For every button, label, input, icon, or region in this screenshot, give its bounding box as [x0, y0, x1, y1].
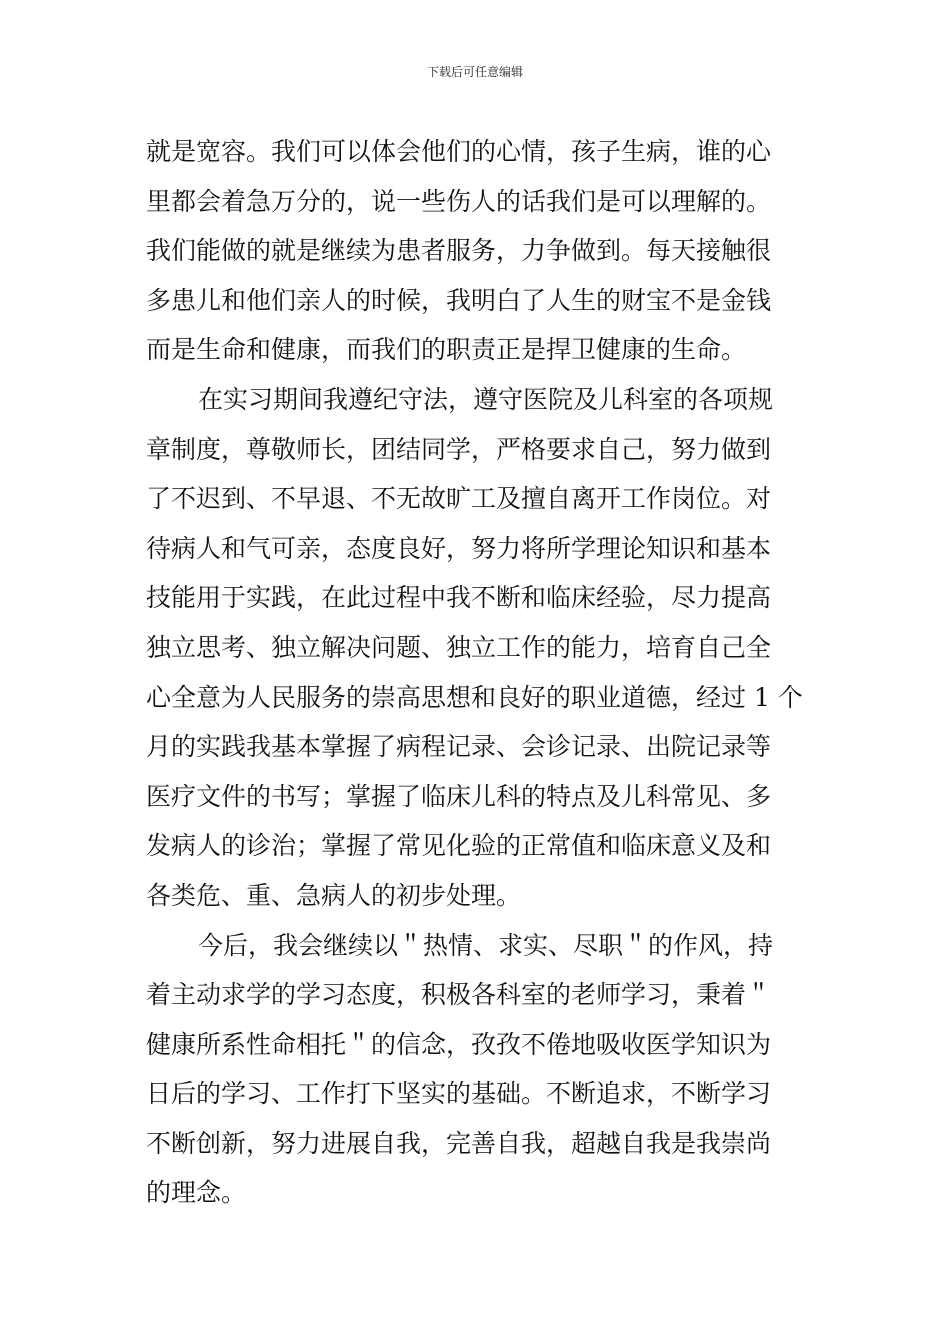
text-line: 着主动求学的学习态度，积极各科室的老师学习，秉着＂: [146, 980, 772, 1010]
text-line: 里都会着急万分的，说一些伤人的话我们是可以理解的。: [146, 186, 772, 216]
text-line: 不断创新，努力进展自我，完善自我，超越自我是我崇尚: [146, 1128, 772, 1158]
text-line: 多患儿和他们亲人的时候，我明白了人生的财宝不是金钱: [146, 285, 772, 315]
paragraph-first-line: 在实习期间我遵纪守法，遵守医院及儿科室的各项规: [198, 384, 774, 414]
text-line: 健康所系性命相托＂的信念，孜孜不倦地吸收医学知识为: [146, 1029, 772, 1059]
text-line: 章制度，尊敬师长，团结同学，严格要求自己，努力做到: [146, 434, 772, 464]
text-line: 独立思考、独立解决问题、独立工作的能力，培育自己全: [146, 632, 772, 662]
text-line: 就是宽容。我们可以体会他们的心情，孩子生病，谁的心: [146, 137, 772, 166]
text-line: 的理念。: [146, 1178, 247, 1208]
text-line: 心全意为人民服务的崇高思想和良好的职业道德，经过 1 个: [146, 682, 803, 712]
page-header: 下载后可任意编辑: [426, 65, 523, 79]
text-line: 而是生命和健康，而我们的职责正是捍卫健康的生命。: [146, 335, 747, 365]
text-line: 了不迟到、不早退、不无故旷工及擅自离开工作岗位。对: [146, 484, 772, 514]
document-body: [146, 127, 808, 1218]
text-line: 各类危、重、急病人的初步处理。: [146, 880, 522, 910]
text-line: 待病人和气可亲，态度良好，努力将所学理论知识和基本: [146, 533, 772, 563]
paragraph-first-line: 今后，我会继续以＂热情、求实、尽职＂的作风，持: [198, 930, 774, 960]
text-line: 日后的学习、工作打下坚实的基础。不断追求，不断学习: [146, 1079, 772, 1109]
text-line: 发病人的诊治；掌握了常见化验的正常值和临床意义及和: [146, 831, 772, 861]
text-line: 医疗文件的书写；掌握了临床儿科的特点及儿科常见、多: [146, 781, 772, 811]
text-line: 我们能做的就是继续为患者服务，力争做到。每天接触很: [146, 236, 772, 266]
text-line: 月的实践我基本掌握了病程记录、会诊记录、出院记录等: [146, 732, 772, 762]
text-line: 技能用于实践，在此过程中我不断和临床经验，尽力提高: [146, 583, 772, 613]
